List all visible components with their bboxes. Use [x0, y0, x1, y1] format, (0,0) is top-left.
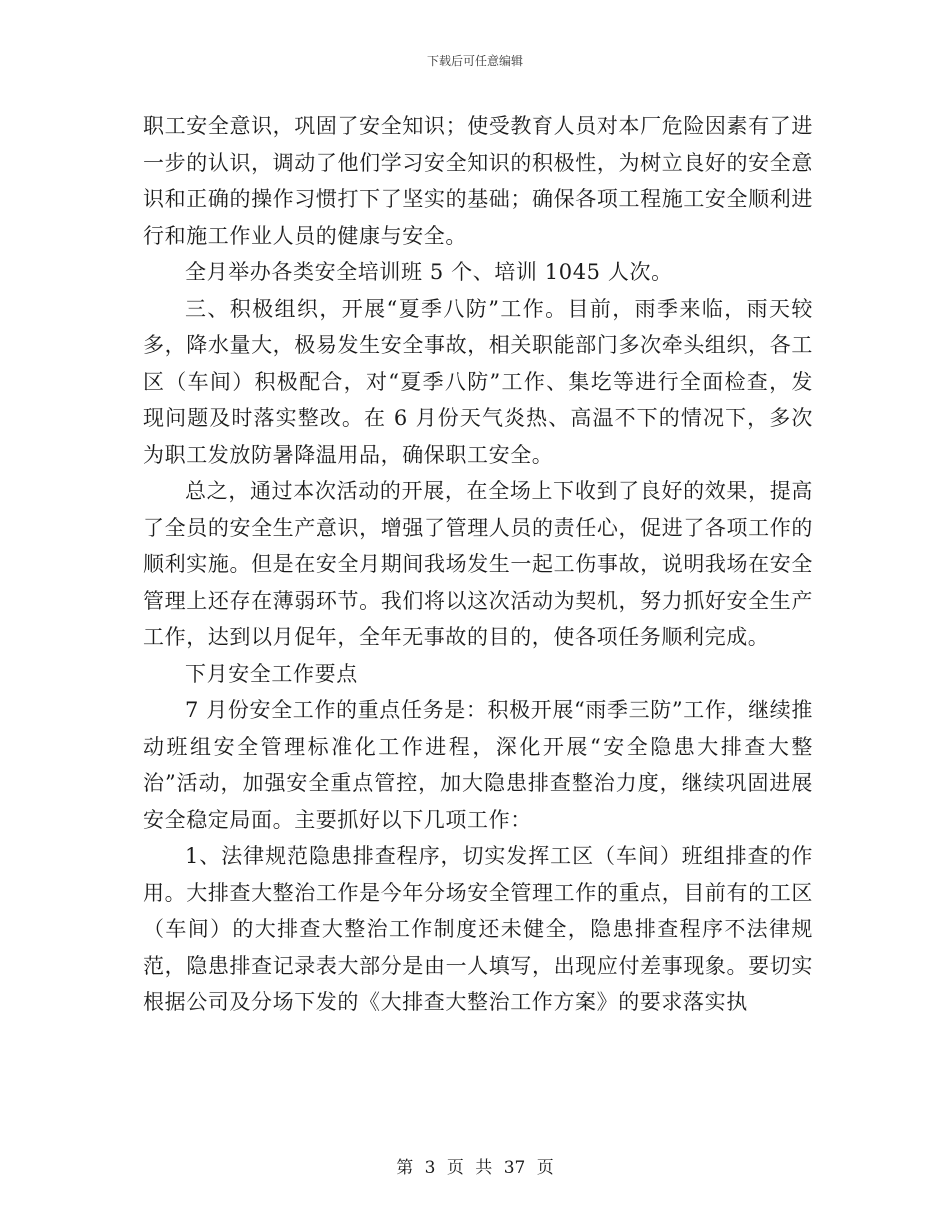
section-heading: 下月安全工作要点 — [185, 661, 358, 686]
paragraph-1: 职工安全意识，巩固了安全知识；使受教育人员对本厂危险因素有了进一步的认识，调动了他们学习安全知识的积极性，为树立良好的安全意识和正确的操作习惯打下了坚实的基础；确保各项工程施工安全顺利进行和施工作业人员的健康与安全。 — [143, 114, 813, 248]
paragraph-2: 全月举办各类安全培训班 5 个、培训 1045 人次。 — [185, 260, 673, 284]
page-footer: 第 3 页 共 37 页 — [396, 1158, 554, 1178]
page-header: 下载后可任意编辑 — [426, 54, 523, 68]
paragraph-4: 总之，通过本次活动的开展，在全场上下收到了良好的效果，提高了全员的安全生产意识，增强了管理人员的责任心，促进了各项工作的顺利实施。但是在安全月期间我场发生一起工伤事故，说明我场在安全管理上还存在薄弱环节。我们将以这次活动为契机，努力抓好安全生产工作，达到以月促年，全年无事故的目的，使各项任务顺利完成。 — [143, 479, 813, 649]
paragraph-6: 7 月份安全工作的重点任务是：积极开展“雨季三防”工作，继续推动班组安全管理标准化工作进程，深化开展“安全隐患大排查大整治”活动，加强安全重点管控，加大隐患排查整治力度，继续巩固进展安全稳定局面。主要抓好以下几项工作： — [143, 698, 813, 832]
paragraph-7: 1、法律规范隐患排查程序，切实发挥工区（车间）班组排查的作用。大排查大整治工作是今年分场安全管理工作的重点，目前有的工区（车间）的大排查大整治工作制度还未健全，隐患排查程序不法律规范，隐患排查记录表大部分是由一人填写，出现应付差事现象。要切实根据公司及分场下发的《大排查大整治工作方案》的要求落实执 — [143, 844, 813, 1014]
paragraph-3: 三、积极组织，开展“夏季八防”工作。目前，雨季来临，雨天较多，降水量大，极易发生安全事故，相关职能部门多次牵头组织，各工区（车间）积极配合，对“夏季八防”工作、集圪等进行全面检查，发现问题及时落实整改。在 6 月份天气炎热、高温不下的情况下，多次为职工发放防暑降温用品，确保职工安全。 — [143, 296, 813, 467]
document-body — [143, 108, 813, 1021]
